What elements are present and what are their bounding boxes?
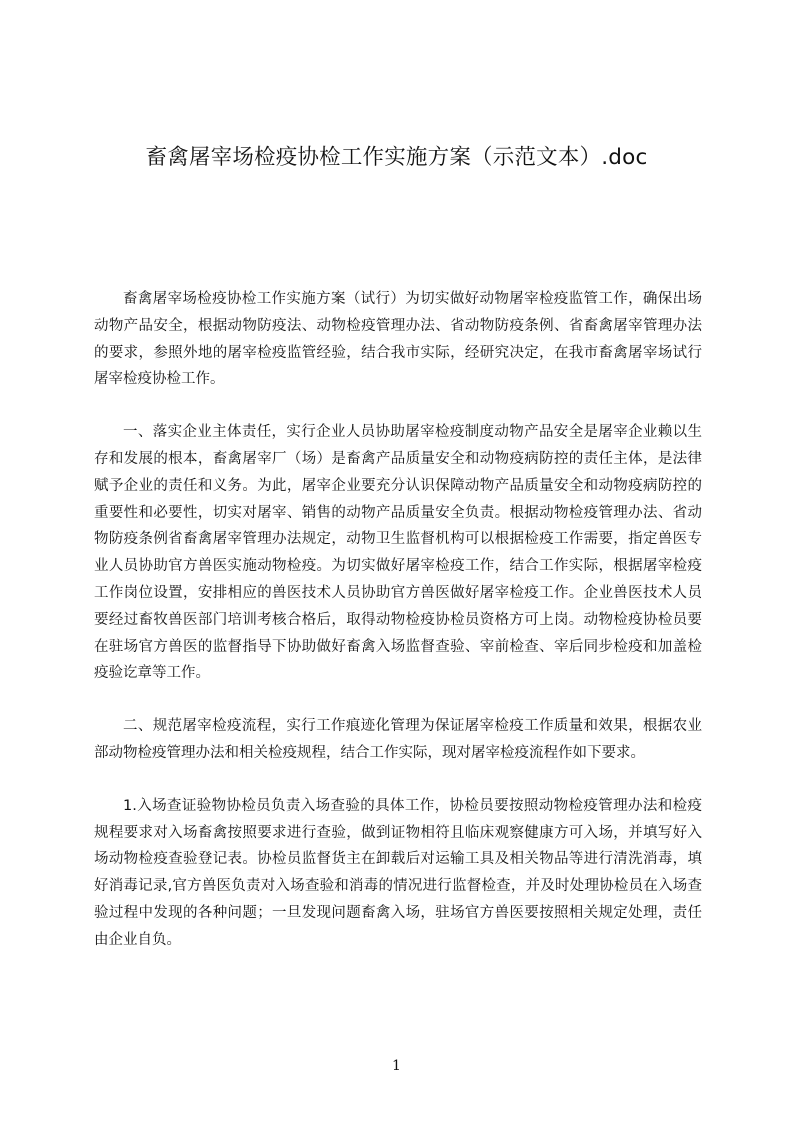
paragraph-item-1: 1.入场查证验物协检员负责入场查验的具体工作，协检员要按照动物检疫管理办法和检疫规程要求对入场畜禽按照要求进行查验，做到证物相符且临床观察健康方可入场，并填写好入场动物检疫查验登记表。协检员监督货主在卸载后对运输工具及相关物品等进行清洗消毒，填好消毒记录,官方兽医负责对入场查验和消毒的情况进行监督检查，并及时处理协检员在入场查验过程中发现的各种问题；一旦发现问题畜禽入场，驻场官方兽医要按照相关规定处理，责任由企业自负。 (94, 797, 702, 948)
page-number: 1 (392, 1058, 401, 1074)
paragraph-section-2: 二、规范屠宰检疫流程，实行工作痕迹化管理为保证屠宰检疫工作质量和效果，根据农业部动物检疫管理办法和相关检疫规程，结合工作实际，现对屠宰检疫流程作如下要求。 (94, 718, 702, 761)
paragraph-intro: 畜禽屠宰场检疫协检工作实施方案（试行）为切实做好动物屠宰检疫监管工作，确保出场动物产品安全，根据动物防疫法、动物检疫管理办法、省动物防疫条例、省畜禽屠宰管理办法的要求，参照外地的屠宰检疫监管经验，结合我市实际，经研究决定，在我市畜禽屠宰场试行屠宰检疫协检工作。 (94, 291, 702, 388)
document-title: 畜禽屠宰场检疫协检工作实施方案（示范文本）.doc (145, 145, 648, 170)
paragraph-section-1: 一、落实企业主体责任，实行企业人员协助屠宰检疫制度动物产品安全是屠宰企业赖以生存和发展的根本，畜禽屠宰厂（场）是畜禽产品质量安全和动物疫病防控的责任主体，是法律赋予企业的责任和义务。为此，屠宰企业要充分认识保障动物产品质量安全和动物疫病防控的重要性和必要性，切实对屠宰、销售的动物产品质量安全负责。根据动物检疫管理办法、省动物防疫条例省畜禽屠宰管理办法规定，动物卫生监督机构可以根据检疫工作需要，指定兽医专业人员协助官方兽医实施动物检疫。为切实做好屠宰检疫工作，结合工作实际，根据屠宰检疫工作岗位设置，安排相应的兽医技术人员协助官方兽医做好屠宰检疫工作。企业兽医技术人员要经过畜牧兽医部门培训考核合格后，取得动物检疫协检员资格方可上岗。动物检疫协检员要在驻场官方兽医的监督指导下协助做好畜禽入场监督查验、宰前检查、宰后同步检疫和加盖检疫验讫章等工作。 (94, 424, 702, 682)
document-body (94, 286, 702, 980)
